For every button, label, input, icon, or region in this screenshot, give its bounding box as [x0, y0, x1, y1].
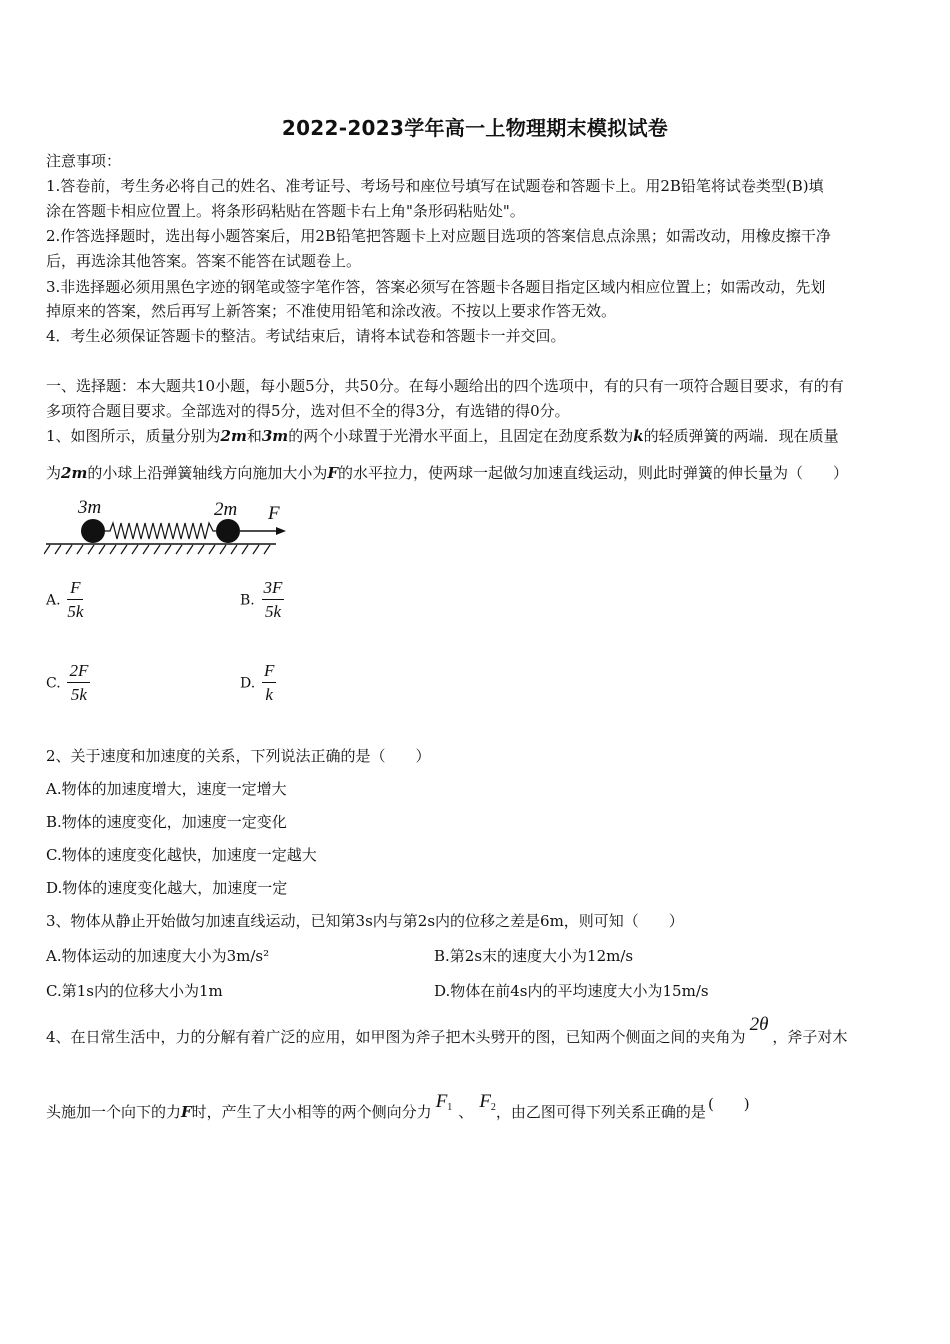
- notice-line: 4．考生必须保证答题卡的整洁。考试结束后，请将本试卷和答题卡一并交回。: [46, 327, 566, 345]
- mass-3m-ball: [81, 519, 105, 543]
- label-2m: 2m: [214, 499, 238, 520]
- section-heading: 多项符合题目要求。全部选对的得5分，选对但不全的得3分，有选错的得0分。: [46, 402, 570, 420]
- option-b[interactable]: B.第2s末的速度大小为12m/s: [434, 947, 634, 965]
- option-d[interactable]: D.物体在前4s内的平均速度大小为15m/s: [434, 982, 709, 1000]
- label-3m: 3m: [78, 497, 102, 518]
- notice-line: 1.答卷前，考生务必将自己的姓名、准考证号、考场号和座位号填写在试题卷和答题卡上。用2B铅笔将试卷类型(B)填: [46, 177, 824, 195]
- notice-line: 2.作答选择题时，选出每小题答案后，用2B铅笔把答题卡上对应题目选项的答案信息点涂黑；如需改动，用橡皮擦干净: [46, 227, 831, 245]
- question-1-stem: 1、如图所示，质量分别为2m和3m的两个小球置于光滑水平面上，且固定在劲度系数为k的轻质弹簧的两端．现在质量: [46, 427, 839, 445]
- spring: [104, 523, 216, 539]
- question-3-stem: 3、物体从静止开始做匀加速直线运动，已知第3s内与第2s内的位移之差是6m，则可知（ ）: [46, 912, 684, 930]
- notice-line: 涂在答题卡相应位置上。将条形码粘贴在答题卡右上角"条形码粘贴处"。: [46, 202, 525, 220]
- mass-2m-ball: [216, 519, 240, 543]
- ground-hatching: [44, 544, 276, 554]
- spring-masses-figure: [44, 493, 294, 559]
- option-b[interactable]: B. $\frac{3F}{5k}$: [240, 578, 283, 621]
- option-c[interactable]: C. $\frac{2F}{5k}$: [46, 661, 89, 704]
- answer-parentheses: ( ): [707, 1095, 750, 1113]
- notice-line: 后，再选涂其他答案。答案不能答在试题卷上。: [46, 252, 362, 270]
- option-c[interactable]: C.物体的速度变化越快，加速度一定越大: [46, 846, 317, 864]
- force-arrowhead: [276, 527, 286, 535]
- question-1-stem: 为2m的小球上沿弹簧轴线方向施加大小为F的水平拉力，使两球一起做匀加速直线运动，则此时弹簧的伸长量为（ ）: [46, 464, 849, 482]
- option-c[interactable]: C.第1s内的位移大小为1m: [46, 982, 223, 1000]
- notice-line: 掉原来的答案，然后再写上新答案；不准使用铅笔和涂改液。不按以上要求作答无效。: [46, 302, 617, 320]
- option-b[interactable]: B.物体的速度变化，加速度一定变化: [46, 813, 287, 831]
- option-d[interactable]: D. $\frac{F}{k}$: [240, 661, 275, 704]
- force-f1: $F_1$: [435, 1091, 453, 1113]
- option-a[interactable]: A.物体的加速度增大，速度一定增大: [46, 780, 287, 798]
- question-2-stem: 2、关于速度和加速度的关系，下列说法正确的是（ ）: [46, 747, 431, 765]
- page-title: 2022-2023学年高一上物理期末模拟试卷: [281, 116, 669, 140]
- notice-heading: 注意事项：: [46, 152, 122, 170]
- question-4-stem: 头施加一个向下的力F时，产生了大小相等的两个侧向分力 $F_1$ 、 $F_2$，由乙图可得下列关系正确的是 ( ): [46, 1091, 750, 1121]
- option-a[interactable]: A.物体运动的加速度大小为3m/s²: [46, 947, 270, 965]
- option-d[interactable]: D.物体的速度变化越大，加速度一定: [46, 879, 288, 897]
- section-heading: 一、选择题：本大题共10小题，每小题5分，共50分。在每小题给出的四个选项中，有的只有一项符合题目要求，有的有: [46, 377, 844, 395]
- force-f2: $F_2$: [479, 1091, 496, 1113]
- question-4-stem: 4、在日常生活中，力的分解有着广泛的应用，如甲图为斧子把木头劈开的图，已知两个侧面之间的夹角为2θ，斧子对木: [46, 1014, 848, 1046]
- option-a[interactable]: A. $\frac{F}{5k}$: [46, 578, 84, 621]
- angle-2theta: 2θ: [749, 1014, 769, 1035]
- label-F: F: [268, 503, 280, 524]
- notice-line: 3.非选择题必须用黑色字迹的钢笔或签字笔作答，答案必须写在答题卡各题目指定区域内相应位置上；如需改动，先划: [46, 278, 826, 296]
